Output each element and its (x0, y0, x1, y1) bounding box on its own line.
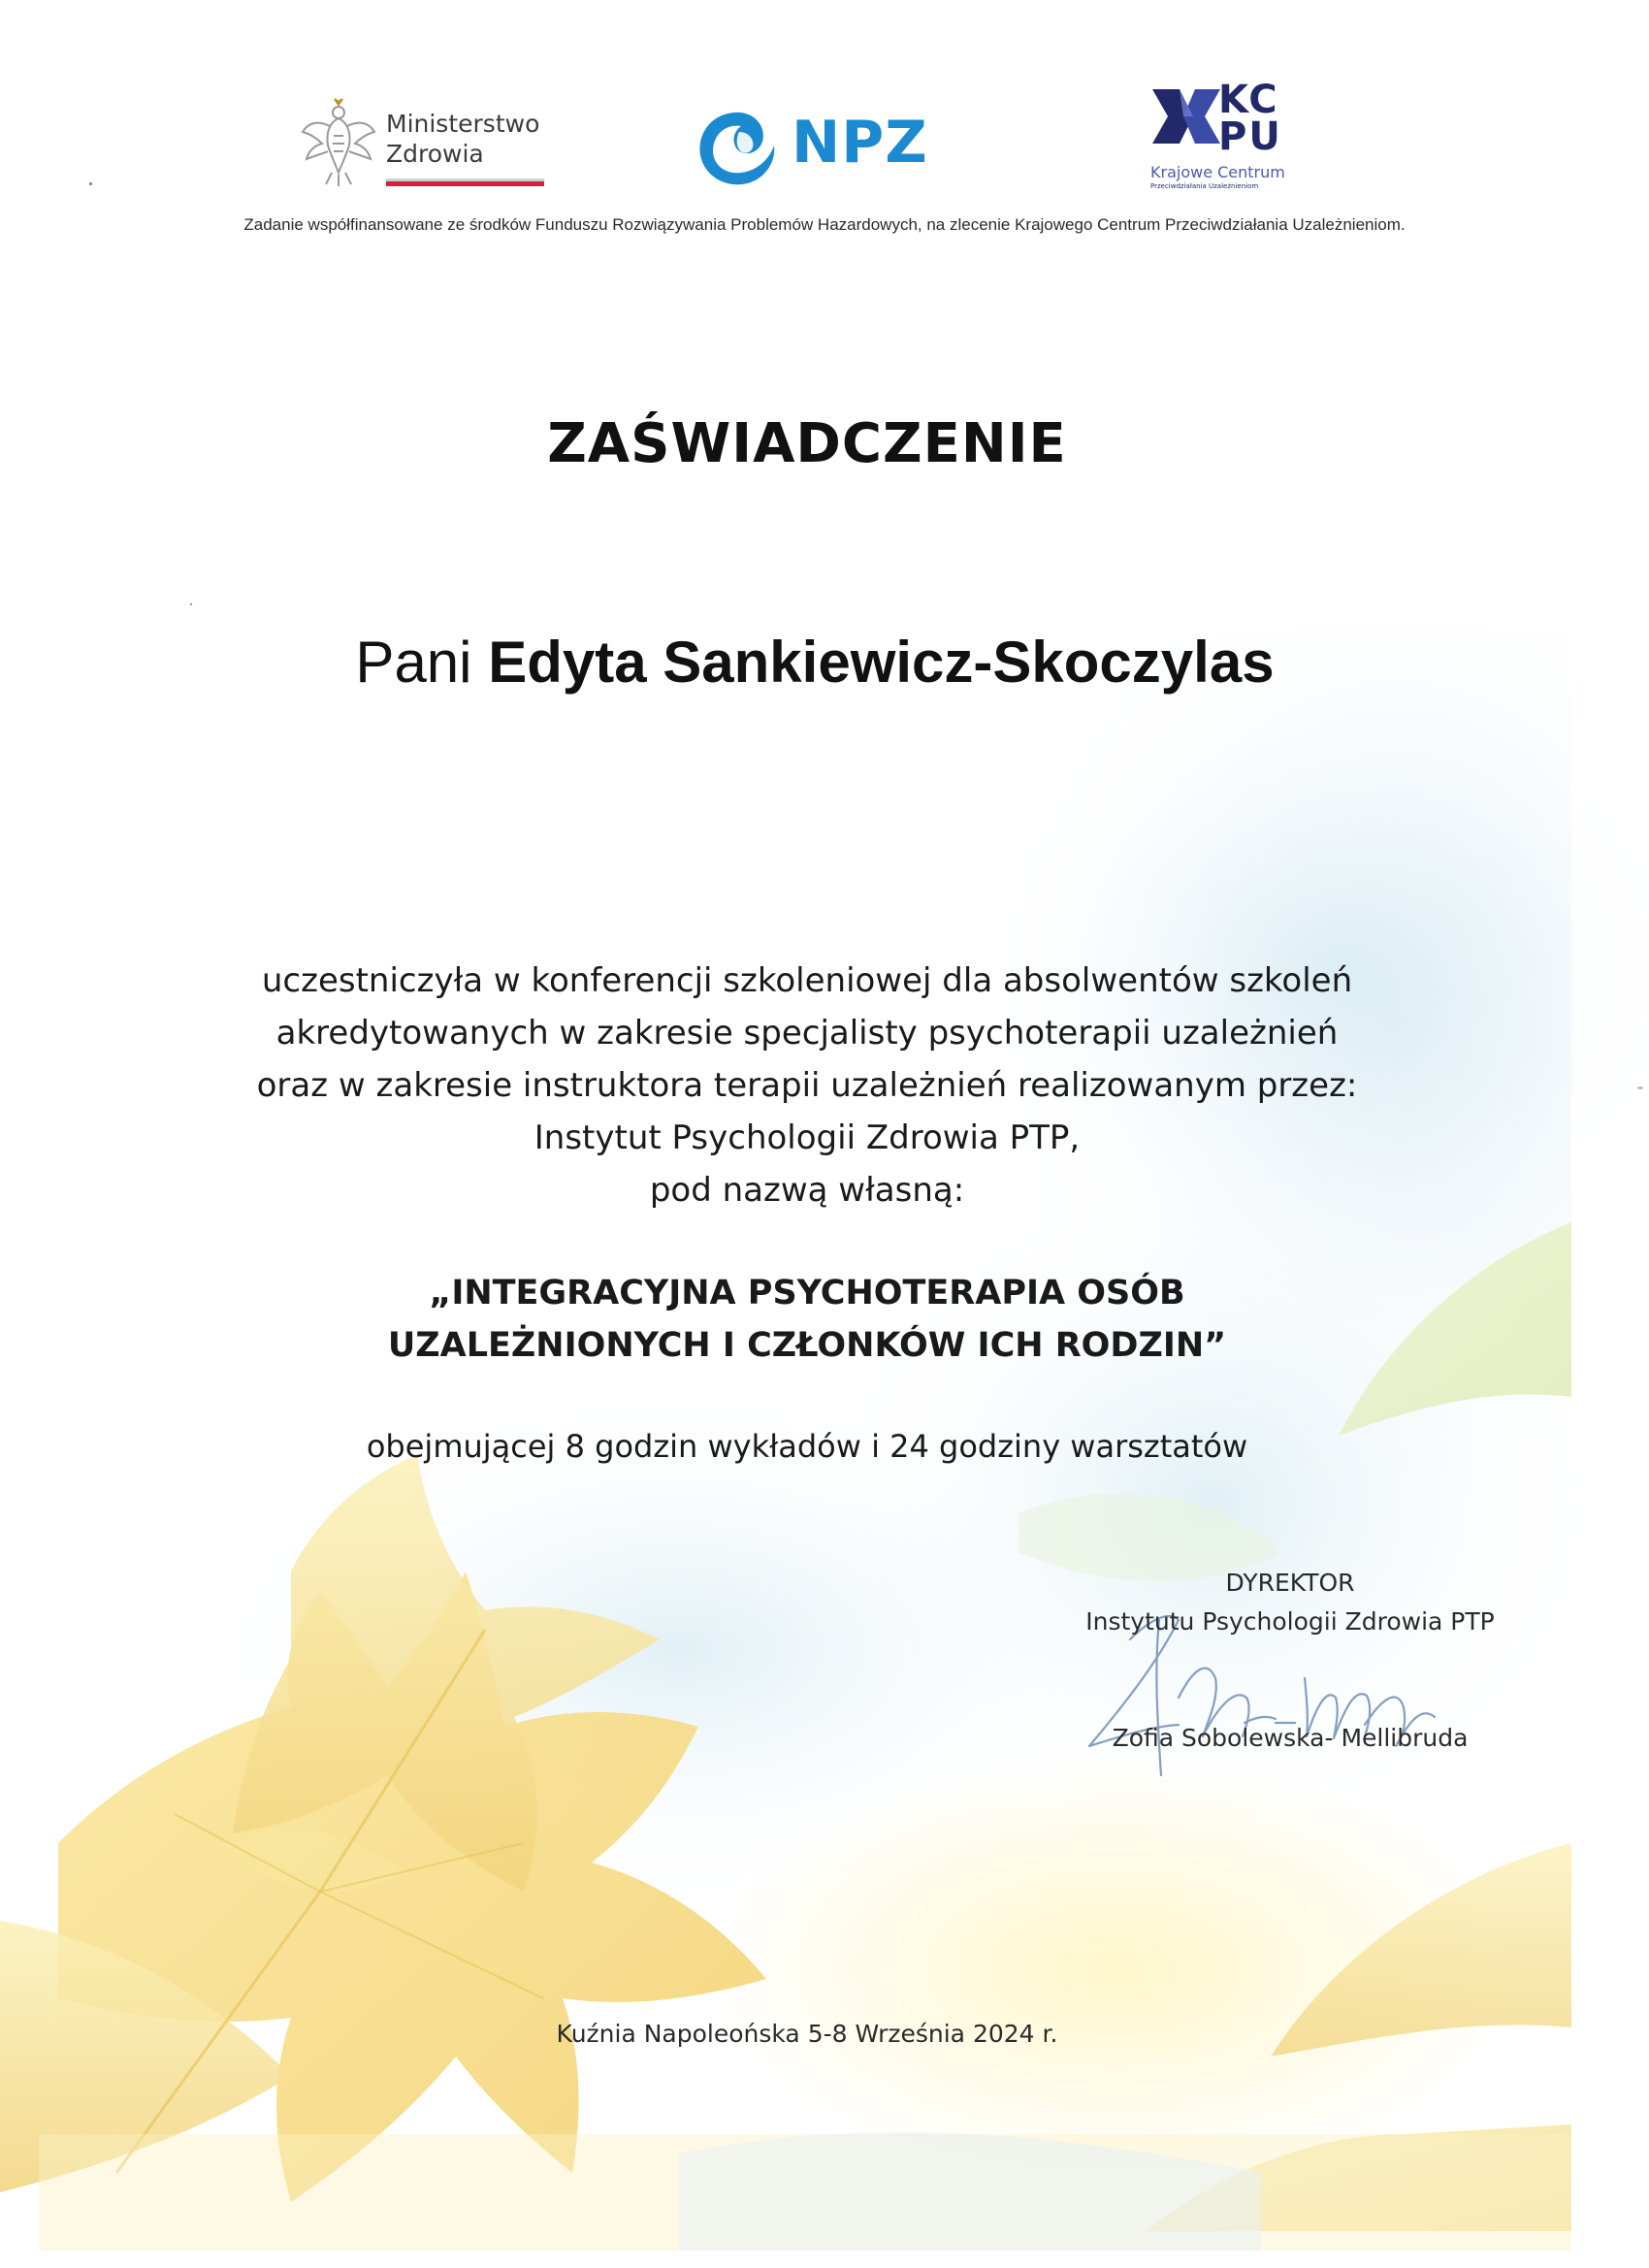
certificate-body (0, 955, 1614, 1216)
signer-role: DYREKTOR (1225, 1569, 1355, 1597)
place-and-date: Kuźnia Napoleońska 5-8 Września 2024 r. (556, 2020, 1058, 2048)
kcpu-x-icon (1150, 87, 1222, 161)
kcpu-caption: Krajowe Centrum (1150, 163, 1285, 181)
kcpu-subcaption: Przeciwdziałania Uzależnieniom (1150, 182, 1259, 190)
npz-wordmark: NPZ (792, 109, 928, 177)
body-line: pod nazwą własną: (649, 1171, 965, 1210)
program-title-line: „INTEGRACYJNA PSYCHOTERAPIA OSÓB (429, 1274, 1185, 1312)
body-line: Instytut Psychologii Zdrowia PTP, (534, 1118, 1081, 1157)
funding-note: Zadanie współfinansowane ze środków Funduszu Rozwiązywania Problemów Hazardowych, na zlecenie Krajowego Centrum Przeciwdziałania Uzależnieniom. (243, 215, 1406, 234)
scan-speck (190, 603, 192, 605)
ministry-name-line2: Zdrowia (386, 140, 484, 168)
body-line: uczestniczyła w konferencji szkoleniowej dla absolwentów szkoleń (261, 961, 1353, 1000)
kcpu-letters (1218, 78, 1282, 159)
program-title (0, 1267, 1614, 1372)
program-title-line: UZALEŻNIONYCH I CZŁONKÓW ICH RODZIN” (387, 1326, 1227, 1365)
recipient-line (0, 629, 1630, 696)
certificate-title: ZAŚWIADCZENIE (547, 412, 1067, 475)
body-line: akredytowanych w zakresie specjalisty psychoterapii uzależnień (275, 1014, 1339, 1053)
eagle-emblem-icon (301, 97, 376, 186)
signer-name: Zofia Sobolewska- Mellibruda (1112, 1724, 1469, 1752)
hours-line: obejmującej 8 godzin wykładów i 24 godziny warsztatów (366, 1428, 1248, 1465)
recipient-prefix: Pani (355, 630, 472, 695)
signer-organization: Instytutu Psychologii Zdrowia PTP (1085, 1607, 1495, 1636)
kcpu-letters-top: KC (1218, 78, 1279, 122)
npz-logo (691, 97, 943, 194)
kcpu-letters-bottom: PU (1218, 114, 1282, 159)
ministry-name (386, 109, 539, 169)
body-line: oraz w zakresie instruktora terapii uzależnień realizowanym przez: (256, 1066, 1358, 1105)
signature-block (1067, 1564, 1513, 1758)
ministry-name-line1: Ministerstwo (386, 110, 540, 138)
npz-swirl-icon (691, 103, 784, 196)
scan-speck (1637, 1086, 1643, 1089)
recipient-name: Edyta Sankiewicz-Skoczylas (488, 630, 1275, 695)
header-logos (0, 78, 1649, 204)
polish-flag-bar (386, 178, 544, 186)
kcpu-logo (1150, 78, 1306, 204)
